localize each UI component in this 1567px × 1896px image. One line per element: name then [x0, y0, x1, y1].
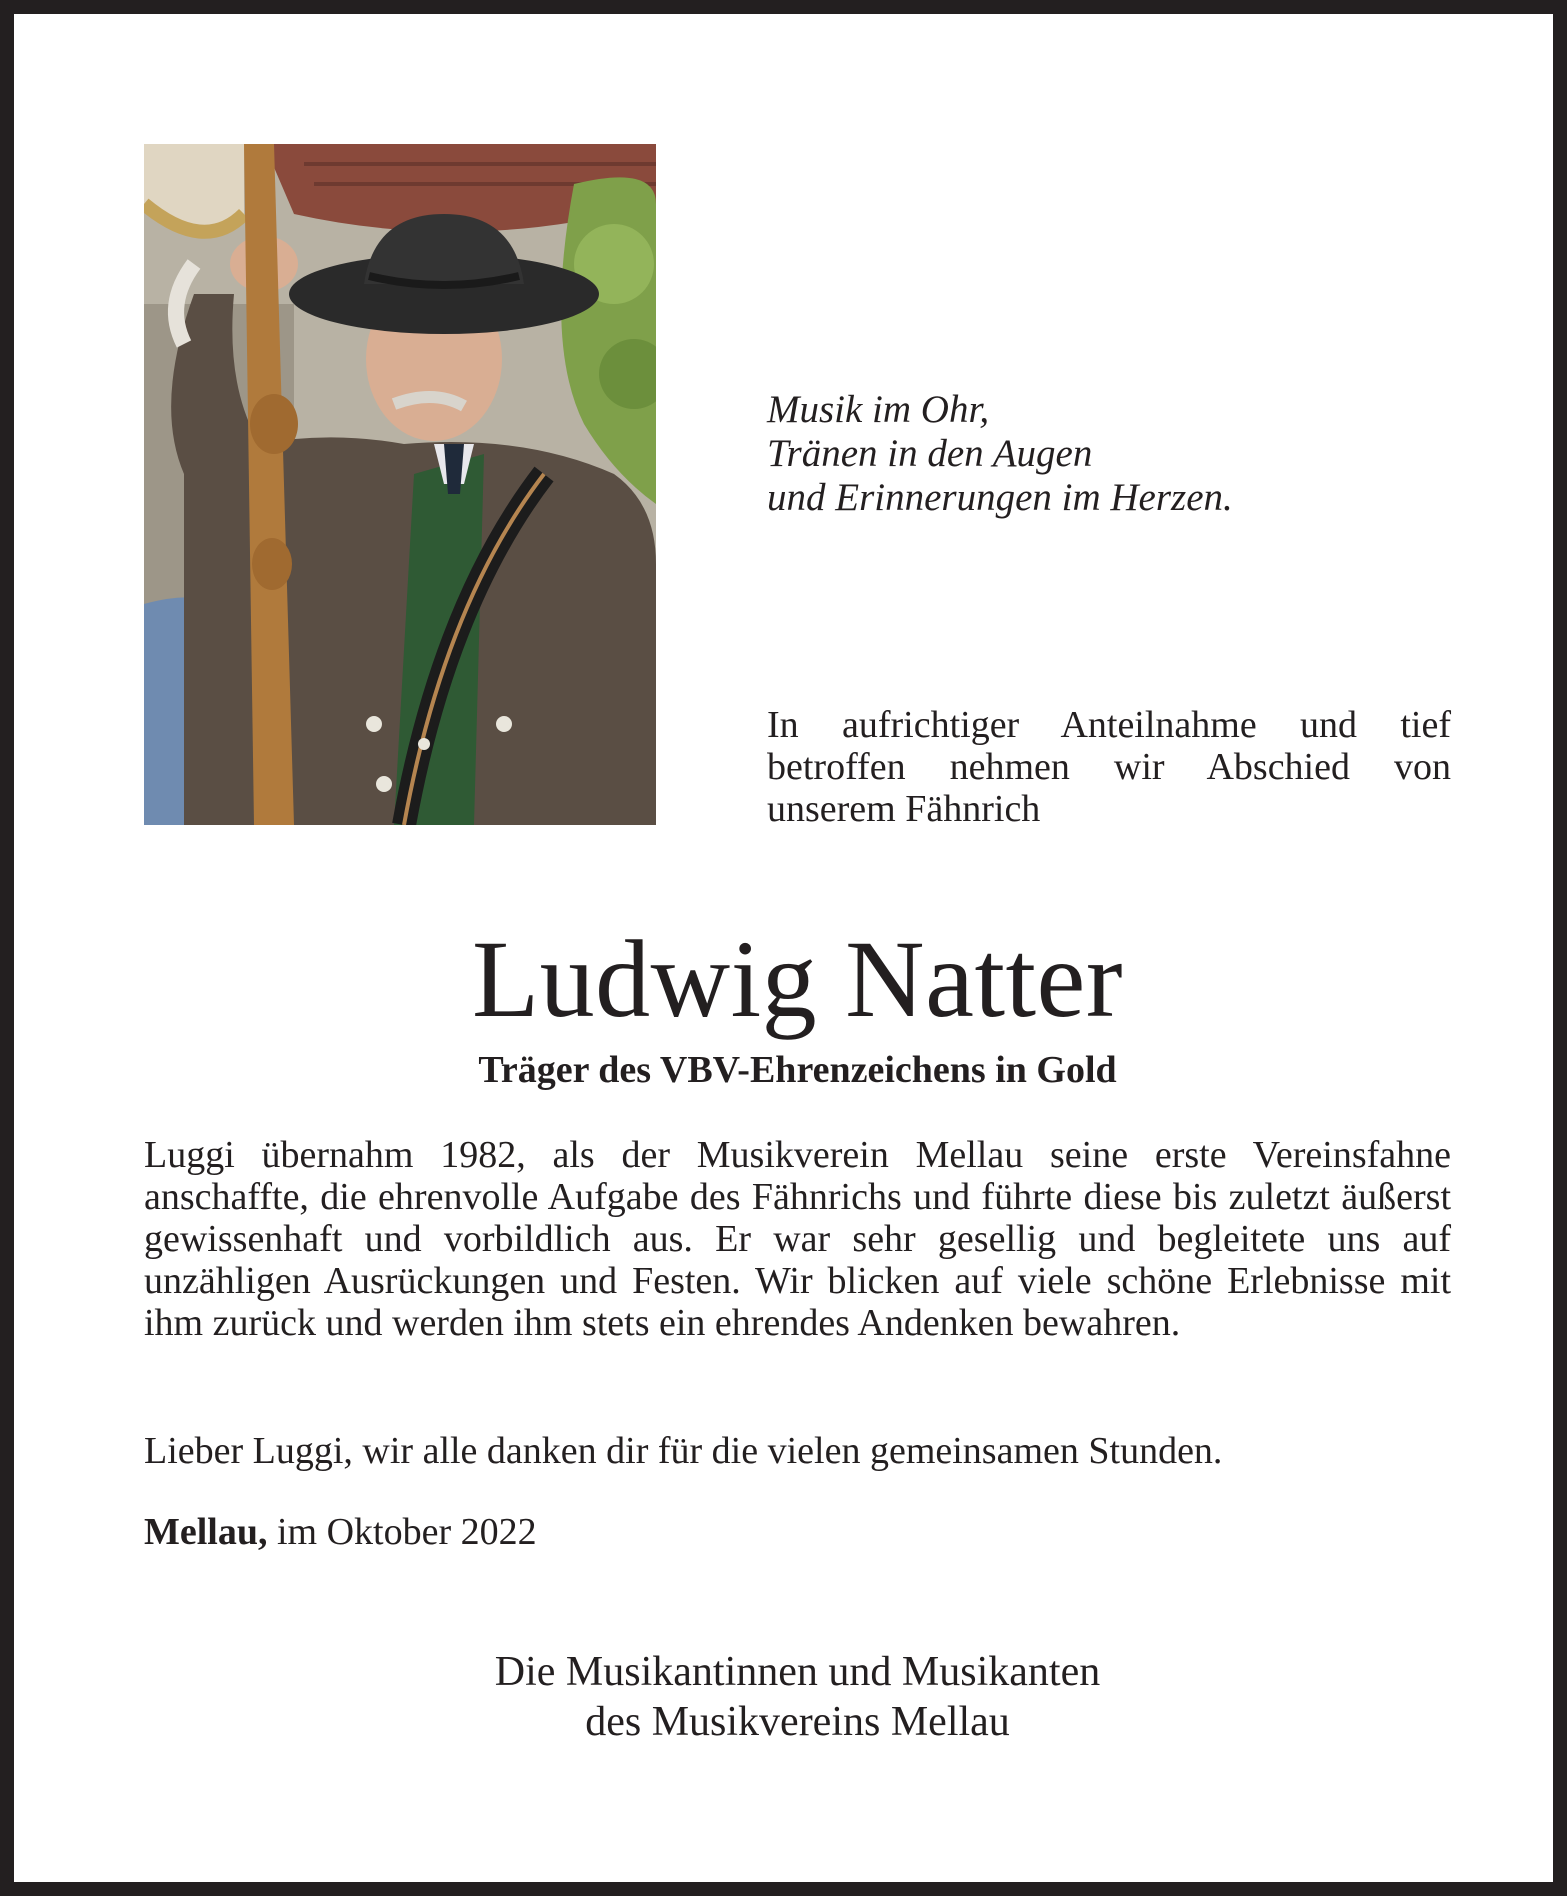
deceased-name: Ludwig Natter: [471, 918, 1124, 1040]
signature-line: Die Musikantinnen und Musikanten: [494, 1649, 1101, 1695]
thanks-text: Lieber Luggi, wir alle danken dir für die vielen gemeinsamen Stunden.: [144, 1430, 1223, 1472]
memorial-verse: [767, 388, 1467, 520]
dateline: [144, 1511, 1144, 1553]
tribute-text: Luggi übernahm 1982, als der Musikverein Mellau seine erste Vereinsfahne anschaffte, die ehrenvolle Aufgabe des Fähnrichs und führte diese bis zuletzt äußerst gewissenhaft und vorbildlich aus. Er war sehr gesellig und begleitete uns auf unzähligen Ausrückungen und Festen. Wir blicken auf viele schöne Erlebnisse mit ihm zurück und werden ihm stets ein ehrendes Andenken bewahren.: [144, 1134, 1451, 1344]
dateline-date: im Oktober 2022: [267, 1511, 537, 1553]
dateline-place: Mellau,: [144, 1511, 268, 1553]
condolence-intro: In aufrichtiger Anteilnahme und tief betroffen nehmen wir Abschied von unserem Fähnrich: [767, 704, 1451, 830]
signature: [14, 1647, 1567, 1747]
deceased-honor: Träger des VBV-Ehrenzeichens in Gold: [478, 1049, 1117, 1091]
portrait-photo: [144, 144, 656, 825]
portrait-photo-icon: [144, 144, 656, 825]
verse-line: Tränen in den Augen: [767, 432, 1093, 475]
verse-line: Musik im Ohr,: [767, 388, 990, 431]
verse-line: und Erinnerungen im Herzen.: [767, 476, 1233, 519]
signature-line: des Musikvereins Mellau: [585, 1699, 1010, 1745]
